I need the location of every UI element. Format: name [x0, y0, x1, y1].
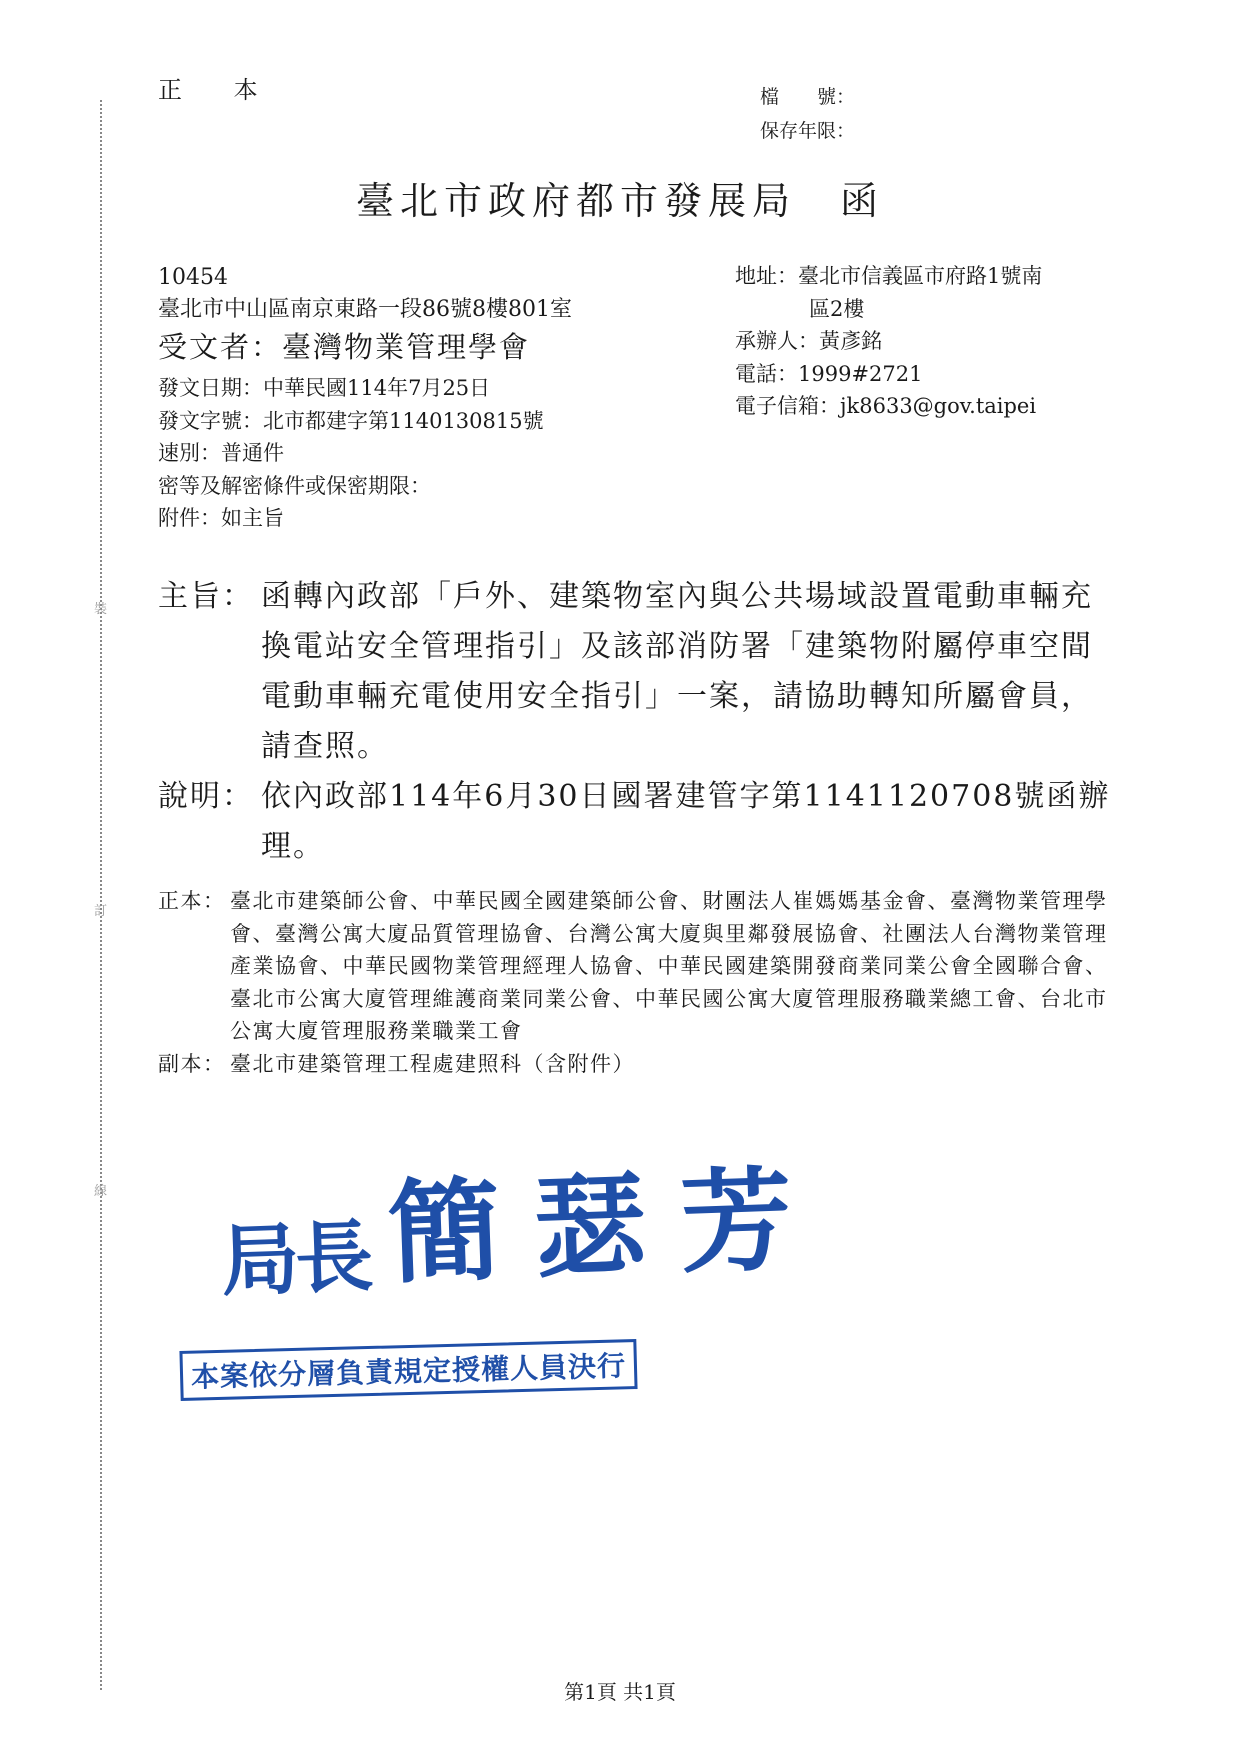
director-name: 簡瑟芳 — [386, 1153, 829, 1300]
authorization-stamp: 本案依分層負責規定授權人員決行 — [179, 1339, 637, 1401]
recipient-name: 受文者：臺灣物業管理學會 — [158, 330, 531, 364]
sender-contact-block — [735, 260, 1042, 423]
original-recipients-label: 正本： — [158, 889, 226, 913]
description-text: 依內政部114年6月30日國署建管字第1141120708號函辦理。 — [261, 779, 1111, 864]
page-footer: 第1頁 共1頁 — [564, 1680, 676, 1704]
sender-address-line1: 地址：臺北市信義區市府路1號南 — [735, 264, 1043, 288]
phone-number: 電話：1999#2721 — [735, 361, 923, 386]
handler-name: 承辦人：黃彥銘 — [735, 329, 882, 353]
binding-mark-xian: 線 — [94, 1184, 108, 1199]
file-info — [760, 80, 855, 148]
director-seal — [217, 1129, 828, 1311]
director-title: 局長 — [219, 1211, 371, 1308]
document-title: 臺北市政府都市發展局 函 — [355, 179, 884, 223]
binding-mark-ding: 訂 — [94, 904, 108, 919]
description-label: 說明： — [158, 779, 254, 814]
recipient-block — [158, 262, 572, 535]
retention-period-label: 保存年限： — [760, 120, 856, 142]
binding-mark-zhuang: 裝 — [94, 602, 108, 617]
original-recipients-text: 臺北市建築師公會、中華民國全國建築師公會、財團法人崔媽媽基金會、臺灣物業管理學會、臺灣公寓大廈品質管理協會、台灣公寓大廈與里鄰發展協會、社團法人台灣物業管理產業協會、中華民國物業管理經理人協會、中華民國建築開發商業同業公會全國聯合會、臺北市公寓大廈管理維護商業同業公會、中華民國公寓大廈管理服務職業總工會、台北市公寓大廈管理服務業職業工會 — [230, 889, 1108, 1043]
delivery-speed: 速別：普通件 — [158, 441, 284, 465]
file-number-label: 檔 號： — [760, 86, 856, 108]
postcode: 10454 — [158, 265, 228, 290]
copy-label: 正 本 — [158, 76, 280, 104]
recipient-address: 臺北市中山區南京東路一段86號8樓801室 — [158, 297, 572, 322]
attachment-note: 附件：如主旨 — [158, 506, 284, 530]
binding-line — [100, 100, 102, 1690]
sender-address-line2: 區2樓 — [809, 296, 865, 321]
issue-date: 發文日期：中華民國114年7月25日 — [158, 376, 491, 400]
subject-text: 函轉內政部「戶外、建築物室內與公共場域設置電動車輛充換電站安全管理指引」及該部消防署「建築物附屬停車空間電動車輛充電使用安全指引」一案，請協助轉知所屬會員，請查照。 — [261, 579, 1093, 764]
email-address: 電子信箱：jk8633@gov.taipei — [735, 394, 1037, 418]
copy-recipients-text: 臺北市建築管理工程處建照科（含附件） — [230, 1051, 635, 1076]
secrecy-level: 密等及解密條件或保密期限： — [158, 473, 431, 498]
copy-recipients-label: 副本： — [158, 1051, 226, 1076]
subject-section — [158, 572, 1118, 872]
subject-label: 主旨： — [158, 579, 254, 614]
distribution-section — [158, 885, 1118, 1080]
document-number: 發文字號：北市都建字第1140130815號 — [158, 408, 544, 433]
